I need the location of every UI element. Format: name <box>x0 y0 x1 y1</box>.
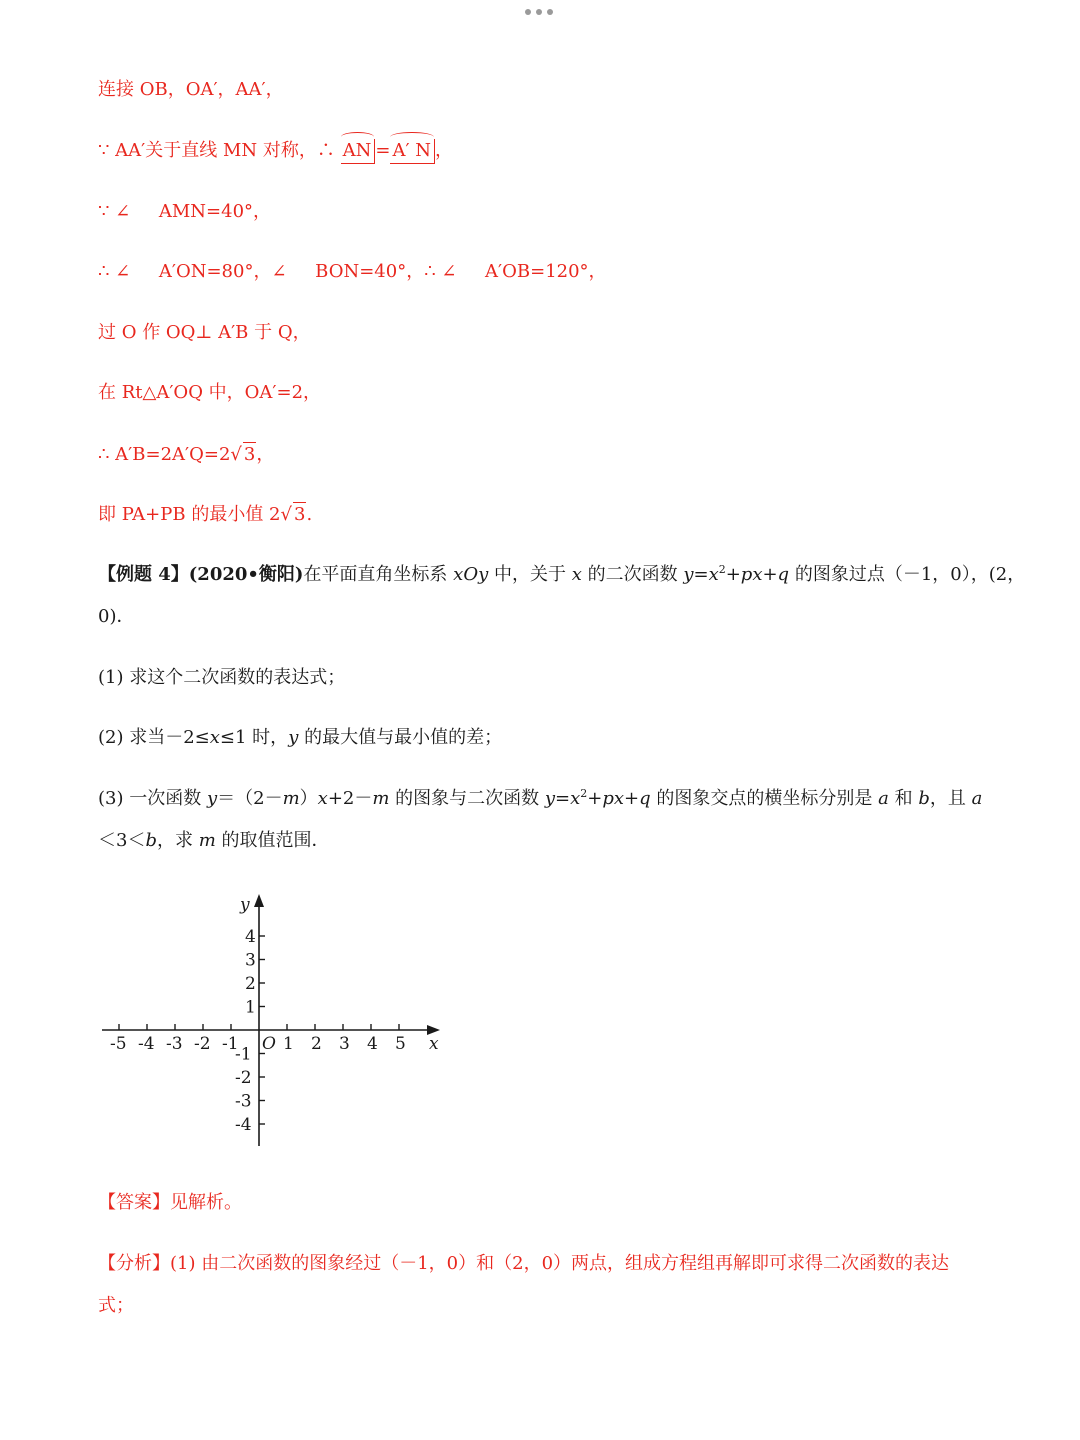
coordinate-plane <box>96 888 456 1158</box>
more-options-icon[interactable] <box>525 9 553 15</box>
x-tick-label: 4 <box>367 1034 378 1054</box>
y-tick-label: -4 <box>235 1115 252 1135</box>
x-tick-label: 3 <box>339 1034 350 1054</box>
y-tick-label: 3 <box>245 950 256 971</box>
arc-an: AN <box>341 139 376 164</box>
text: (2) 求当－2≤ <box>98 727 210 748</box>
var: a <box>971 788 983 809</box>
text: 的图象过点（－1，0），(2， <box>789 564 1026 585</box>
text: ＜3＜ <box>98 830 146 851</box>
text: = <box>375 140 391 161</box>
text: ，求 <box>156 830 199 851</box>
text: 的图象与二次函数 <box>389 788 545 809</box>
text: ≤1 时， <box>219 727 289 748</box>
text: 的最大值与最小值的差； <box>298 727 503 748</box>
solution-line-8: 即 PA+PB 的最小值 2√ 3. <box>98 504 313 525</box>
analysis-line <box>98 1252 949 1276</box>
dot <box>547 9 553 15</box>
solution-line-6: 在 Rt△A′OQ 中，OA′=2， <box>98 382 322 403</box>
x-tick-label: -3 <box>166 1034 183 1054</box>
text: ， <box>435 140 454 161</box>
origin-label: O <box>262 1034 276 1054</box>
exp: 2 <box>580 787 588 800</box>
example-stem <box>98 563 1025 587</box>
text: +2－ <box>327 788 373 809</box>
example-stem-line-2: 0)． <box>98 606 135 627</box>
var: b <box>145 830 157 851</box>
x-tick-label: -1 <box>222 1034 239 1054</box>
sqrt-3: 3 <box>293 504 306 525</box>
exp: 2 <box>718 563 726 576</box>
x-tick-label: 1 <box>283 1034 294 1054</box>
var: y <box>288 727 299 748</box>
text: ） <box>299 788 318 809</box>
dot <box>536 9 542 15</box>
var: a <box>878 788 889 809</box>
question-2 <box>98 726 502 750</box>
var: y <box>206 788 218 809</box>
text: 在平面直角坐标系 <box>303 564 454 585</box>
x-tick-label: -4 <box>138 1034 155 1054</box>
text: ， <box>256 444 275 465</box>
y-tick-label: 4 <box>245 927 256 947</box>
question-3 <box>98 787 982 811</box>
analysis-text: (1) 由二次函数的图象经过（－1，0）和（2，0）两点，组成方程组再解即可求得二次函数的表达 <box>170 1253 950 1274</box>
x-tick-label: 2 <box>311 1034 322 1054</box>
x-tick-label: 5 <box>395 1034 406 1054</box>
solution-line-2 <box>98 139 453 164</box>
y-axis-label: y <box>240 895 250 915</box>
var: b <box>918 788 930 809</box>
text: (3) 一次函数 <box>98 788 207 809</box>
arc-a-prime-n: A′ N <box>390 139 435 164</box>
solution-line-3: ∵ ∠ AMN=40°， <box>98 201 272 222</box>
var: x <box>571 564 582 585</box>
y-tick-label: 2 <box>245 974 256 994</box>
y-tick-label: 1 <box>245 997 256 1018</box>
var: m <box>198 830 216 851</box>
text: ＝（2－ <box>217 788 283 809</box>
x-tick-label: -5 <box>110 1034 127 1054</box>
analysis-label: 【分析】 <box>98 1253 170 1274</box>
analysis-line-2: 式； <box>98 1295 134 1316</box>
answer-line <box>98 1191 242 1215</box>
example-tag: 【例题 4】(2020•衡阳) <box>98 564 304 585</box>
text: 的取值范围． <box>215 830 330 851</box>
x-tick-label: -2 <box>194 1034 211 1054</box>
text: 和 <box>888 788 919 809</box>
var: y=x <box>544 788 581 809</box>
text: 中，关于 <box>488 564 572 585</box>
answer-label: 【答案】 <box>98 1192 170 1213</box>
var: xOy <box>453 564 489 585</box>
solution-line-1: 连接 OB，OA′，AA′， <box>98 79 284 100</box>
sqrt-3: 3 <box>243 444 256 465</box>
text: ∴ A′B=2A′Q=2 <box>98 444 231 465</box>
dot <box>525 9 531 15</box>
var: y=x <box>683 564 719 585</box>
y-tick-label: -1 <box>235 1044 252 1065</box>
var: x <box>209 727 220 748</box>
var: +px+q <box>587 788 651 809</box>
var: x <box>317 788 328 809</box>
solution-line-5: 过 O 作 OQ⊥ A′B 于 Q， <box>98 322 311 343</box>
answer-text: 见解析。 <box>170 1192 242 1213</box>
text: ∵ AA′关于直线 MN 对称，∴ <box>98 140 341 161</box>
text: 的二次函数 <box>581 564 684 585</box>
solution-line-7: ∴ A′B=2A′Q=2√ 3， <box>98 444 275 465</box>
text: . <box>306 504 313 525</box>
text: ，且 <box>929 788 972 809</box>
text: 的图象交点的横坐标分别是 <box>650 788 879 809</box>
var: m <box>282 788 300 809</box>
solution-line-4: ∴ ∠ A′ON=80°，∠ BON=40°，∴ ∠ A′OB=120°， <box>98 261 607 282</box>
x-axis-label: x <box>429 1034 439 1054</box>
y-axis-arrow-icon <box>254 894 264 907</box>
question-1: (1) 求这个二次函数的表达式； <box>98 667 346 688</box>
question-3-line-2 <box>98 829 330 853</box>
var: +px+q <box>725 564 790 585</box>
y-tick-label: -3 <box>235 1091 252 1112</box>
y-tick-label: -2 <box>235 1068 252 1088</box>
text: 即 PA+PB 的最小值 2 <box>98 504 281 525</box>
var: m <box>372 788 390 809</box>
